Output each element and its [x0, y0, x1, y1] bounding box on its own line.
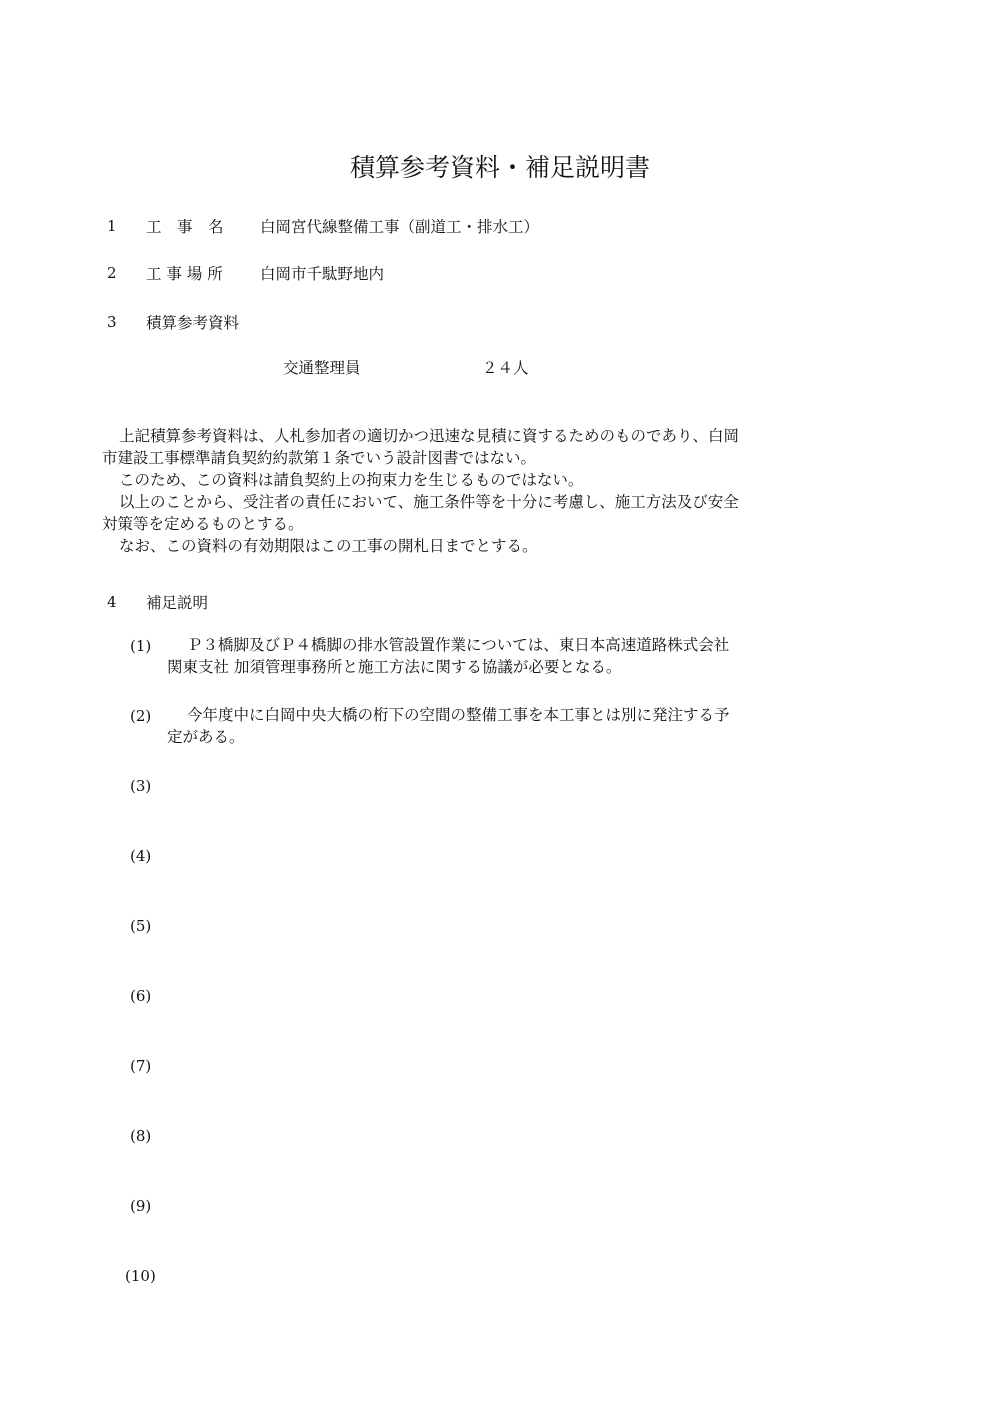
notice-p1-line1: 上記積算参考資料は、人札参加者の適切かつ迅速な見積に資するためのものであり、白岡: [119, 427, 740, 445]
item-4-number: 4: [107, 593, 117, 611]
note-1-line2: 関東支社 加須管理事務所と施工方法に関する協議が必要となる。: [167, 658, 622, 676]
notice-p3-line1: 以上のことから、受注者の責任において、施工条件等を十分に考慮し、施工方法及び安全: [119, 493, 739, 511]
item-1-label: 工 事 名: [146, 218, 224, 236]
note-10-number: (10): [125, 1267, 156, 1285]
item-2-number: 2: [107, 264, 117, 282]
item-1-number: 1: [107, 217, 117, 235]
item-3-label: 積算参考資料: [146, 314, 240, 332]
note-3-number: (3): [130, 777, 152, 795]
note-1-line1: Ｐ３橋脚及びＰ４橋脚の排水管設置作業については、東日本高速道路株式会社: [187, 636, 730, 654]
note-2-line2: 定がある。: [167, 728, 245, 746]
note-2-line1: 今年度中に白岡中央大橋の桁下の空間の整備工事を本工事とは別に発注する予: [187, 706, 730, 724]
project-name: 白岡宮代線整備工事（副道工・排水工）: [260, 218, 540, 236]
reference-item-quantity: ２４人: [482, 359, 529, 377]
note-2-text: [167, 704, 730, 748]
item-2-label: 工 事 場 所: [146, 265, 223, 283]
notice-p1-line2: 市建設工事標準請負契約約款第１条でいう設計図書ではない。: [102, 449, 537, 467]
notice-p3-line2: 対策等を定めるものとする。: [102, 515, 304, 533]
notice-paragraph: [102, 425, 739, 557]
notice-p2: このため、この資料は請負契約上の拘束力を生じるものではない。: [119, 471, 584, 489]
note-7-number: (7): [130, 1057, 152, 1075]
note-2-number: (2): [130, 707, 152, 725]
item-4-label: 補足説明: [146, 594, 209, 612]
project-location: 白岡市千駄野地内: [260, 265, 385, 283]
notice-p4: なお、この資料の有効期限はこの工事の開札日までとする。: [119, 537, 538, 555]
note-5-number: (5): [130, 917, 152, 935]
item-3-number: 3: [107, 313, 117, 331]
note-4-number: (4): [130, 847, 152, 865]
note-6-number: (6): [130, 987, 152, 1005]
reference-item-name: 交通整理員: [283, 359, 361, 377]
note-1-text: [167, 634, 729, 678]
note-8-number: (8): [130, 1127, 152, 1145]
document-title: 積算参考資料・補足説明書: [349, 153, 650, 182]
note-9-number: (9): [130, 1197, 152, 1215]
note-1-number: (1): [130, 637, 152, 655]
